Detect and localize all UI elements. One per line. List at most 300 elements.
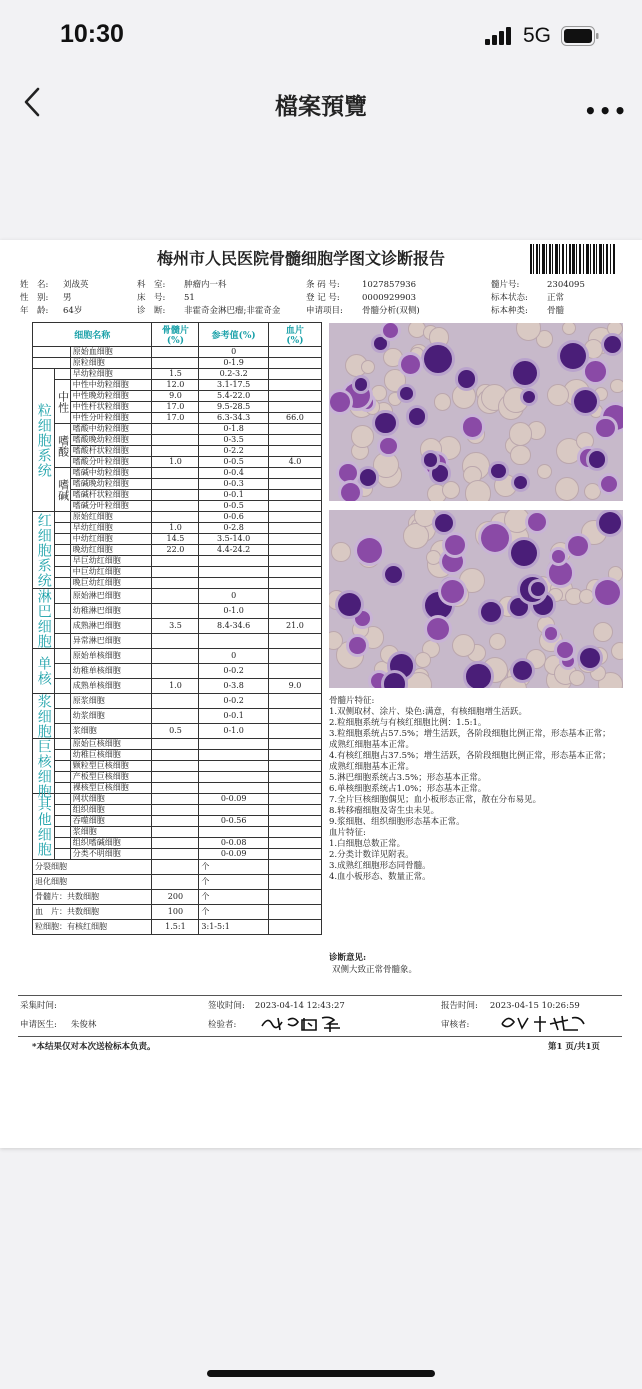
blank-cell [55, 679, 70, 694]
blood-value [268, 501, 321, 512]
table-row [33, 649, 322, 664]
group-label: 淋巴细胞 [33, 589, 55, 649]
findings-line: 6.单核细胞系统占1.0%；形态基本正常。 [329, 784, 487, 794]
blank-cell [55, 556, 70, 567]
summary-blank [268, 920, 321, 935]
summary-value [152, 860, 199, 875]
reference-value: 0-0.1 [199, 490, 268, 501]
summary-label: 粒细胞：有核红细胞 [33, 920, 152, 935]
findings-line: 1.白细胞总数正常。 [329, 839, 406, 849]
marrow-value [152, 634, 199, 649]
cell-name: 中性中幼粒细胞 [70, 380, 152, 391]
marrow-value: 1.0 [152, 679, 199, 694]
reference-value: 0.2-3.2 [199, 369, 268, 380]
marrow-value [152, 501, 199, 512]
blood-value [268, 589, 321, 604]
table-row [33, 435, 322, 446]
cell-name: 中性分叶粒细胞 [70, 413, 152, 424]
blood-value [268, 794, 321, 805]
marrow-value [152, 490, 199, 501]
cell-name: 晚巨幼红细胞 [70, 578, 152, 589]
findings-line: 血片特征: [329, 828, 366, 838]
reference-value: 0-1.9 [199, 358, 268, 369]
blood-value [268, 827, 321, 838]
marrow-value [152, 446, 199, 457]
cell-name: 原始血细胞 [70, 347, 152, 358]
blank-cell [55, 761, 70, 772]
cell-name: 嗜酸晚幼粒细胞 [70, 435, 152, 446]
table-row [33, 501, 322, 512]
marrow-value [152, 709, 199, 724]
cell-name: 嗜碱杆状粒细胞 [70, 490, 152, 501]
col-cell-name: 细胞名称 [33, 323, 152, 347]
cell-name: 颗粒型巨核细胞 [70, 761, 152, 772]
marrow-value: 17.0 [152, 402, 199, 413]
table-row [33, 827, 322, 838]
marrow-value: 22.0 [152, 545, 199, 556]
cell-name: 幼稚单核细胞 [70, 664, 152, 679]
findings-line: 3.成熟红细胞形态同骨髓。 [329, 861, 431, 871]
group-label: 其他细胞 [33, 794, 55, 860]
table-row [33, 391, 322, 402]
collect-time: 采集时间: [20, 1001, 57, 1011]
reference-value: 3.1-17.5 [199, 380, 268, 391]
table-row [33, 545, 322, 556]
table-row [33, 709, 322, 724]
requested-item: 申请项目: 骨髓分析(双侧) [306, 306, 420, 316]
summary-blank [268, 860, 321, 875]
reference-value: 0-0.6 [199, 512, 268, 523]
marrow-slide-number: 髓片号: 2304095 [491, 280, 585, 290]
status-time: 10:30 [60, 20, 124, 48]
subgroup-label: 中性 [55, 380, 70, 424]
marrow-value [152, 750, 199, 761]
subgroup-label: 嗜碱 [55, 468, 70, 512]
table-row [33, 424, 322, 435]
marrow-value [152, 604, 199, 619]
blood-value [268, 567, 321, 578]
blood-value [268, 849, 321, 860]
cell-name: 原始红细胞 [70, 512, 152, 523]
table-row [33, 534, 322, 545]
findings-line: 7.全片巨核细胞偶见；血小板形态正常，散在分布易见。 [329, 795, 542, 805]
summary-blank [268, 905, 321, 920]
marrow-value [152, 358, 199, 369]
table-row [33, 875, 322, 890]
cell-name: 成熟淋巴细胞 [70, 619, 152, 634]
reference-value: 3.5-14.0 [199, 534, 268, 545]
summary-ref: 3:1-5:1 [199, 920, 268, 935]
blood-value [268, 649, 321, 664]
table-row [33, 794, 322, 805]
patient-name: 姓 名: 刘战英 [20, 280, 89, 290]
blood-value [268, 761, 321, 772]
report-document [0, 240, 642, 1148]
table-row [33, 816, 322, 827]
blood-value [268, 604, 321, 619]
table-row [33, 860, 322, 875]
more-options-icon[interactable]: ••• [584, 99, 629, 123]
cell-name: 早巨幼红细胞 [70, 556, 152, 567]
blood-value [268, 391, 321, 402]
table-row [33, 664, 322, 679]
blank-cell [55, 619, 70, 634]
blank-cell [55, 739, 70, 750]
blank-cell [55, 816, 70, 827]
group-label: 红细胞系统 [33, 512, 55, 589]
signal-icon [485, 27, 513, 45]
blank-cell [55, 838, 70, 849]
table-row [33, 358, 322, 369]
page-number: 第1 页/共1页 [548, 1042, 600, 1052]
blood-value [268, 358, 321, 369]
table-row [33, 589, 322, 604]
col-marrow: 骨髓片 (%) [152, 323, 199, 347]
reference-value: 0-0.2 [199, 664, 268, 679]
blood-value [268, 772, 321, 783]
table-row [33, 369, 322, 380]
marrow-value [152, 347, 199, 358]
blood-value [268, 838, 321, 849]
marrow-value [152, 816, 199, 827]
reference-value: 0-2.8 [199, 523, 268, 534]
summary-label: 退化细胞 [33, 875, 152, 890]
blank-cell [55, 604, 70, 619]
reference-value: 0-0.4 [199, 468, 268, 479]
table-row [33, 679, 322, 694]
table-row [33, 402, 322, 413]
reference-value: 0 [199, 649, 268, 664]
blood-value [268, 369, 321, 380]
bed-number: 床 号: 51 [137, 293, 195, 303]
report-title: 梅州市人民医院骨髓细胞学图文诊断报告 [156, 249, 445, 268]
cell-name: 分类不明细胞 [70, 849, 152, 860]
reference-value: 0 [199, 589, 268, 604]
reference-value [199, 750, 268, 761]
battery-icon [561, 26, 599, 46]
cell-name: 嗜酸分叶粒细胞 [70, 457, 152, 468]
marrow-value [152, 849, 199, 860]
marrow-value [152, 479, 199, 490]
page-title: 檔案預覽 [275, 94, 367, 120]
blank-cell [33, 358, 71, 369]
network-label: 5G [523, 24, 552, 47]
blank-cell [55, 634, 70, 649]
reference-value: 9.5-28.5 [199, 402, 268, 413]
reference-value: 0-3.8 [199, 679, 268, 694]
blood-value [268, 739, 321, 750]
table-header-row [33, 323, 322, 347]
table-row [33, 490, 322, 501]
cell-name: 浆细胞 [70, 827, 152, 838]
reference-value: 0-1.0 [199, 604, 268, 619]
table-row [33, 380, 322, 391]
marrow-value [152, 827, 199, 838]
marrow-value: 14.5 [152, 534, 199, 545]
blank-cell [55, 523, 70, 534]
checker-label: 检验者: [208, 1020, 237, 1030]
marrow-value [152, 556, 199, 567]
cell-name: 浆细胞 [70, 724, 152, 739]
reference-value: 5.4-22.0 [199, 391, 268, 402]
marrow-value: 17.0 [152, 413, 199, 424]
cell-name: 原始巨核细胞 [70, 739, 152, 750]
cell-name: 原始单核细胞 [70, 649, 152, 664]
blank-cell [55, 709, 70, 724]
marrow-value [152, 567, 199, 578]
barcode-number: 条 码 号: 1027857936 [306, 280, 417, 290]
table-row [33, 468, 322, 479]
marrow-value [152, 664, 199, 679]
summary-blank [268, 890, 321, 905]
summary-ref: 个 [199, 905, 268, 920]
blood-value: 66.0 [268, 413, 321, 424]
cell-name: 中性杆状粒细胞 [70, 402, 152, 413]
reference-value: 0-0.09 [199, 794, 268, 805]
blood-value: 9.0 [268, 679, 321, 694]
findings-line: 8.转移瘤细胞及寄生虫未见。 [329, 806, 440, 816]
findings-line: 2.粒细胞系统与有核红细胞比例：1.5:1。 [329, 718, 487, 728]
blood-value [268, 783, 321, 794]
divider [18, 995, 622, 996]
blood-value [268, 534, 321, 545]
findings-line: 4.血小板形态、数量正常。 [329, 872, 431, 882]
reference-value: 0 [199, 347, 268, 358]
reference-value: 0-0.08 [199, 838, 268, 849]
blank-cell [55, 827, 70, 838]
nav-bar [0, 72, 642, 136]
table-row [33, 457, 322, 468]
table-row [33, 619, 322, 634]
cell-name: 晚幼红细胞 [70, 545, 152, 556]
reference-value [199, 827, 268, 838]
summary-value: 200 [152, 890, 199, 905]
reference-value: 0-3.5 [199, 435, 268, 446]
cell-name: 幼稚淋巴细胞 [70, 604, 152, 619]
reference-value: 6.3-34.3 [199, 413, 268, 424]
report-time: 报告时间: 2023-04-15 10:26:59 [441, 1001, 580, 1011]
blood-value [268, 347, 321, 358]
findings-line: 4.有核红细胞占37.5%；增生活跃，各阶段细胞比例正常，形态基本正常；成熟红细胞基本正常。 [329, 751, 611, 772]
blank-cell [55, 750, 70, 761]
status-bar [0, 0, 642, 72]
blank-cell [55, 589, 70, 604]
reference-value: 0-2.2 [199, 446, 268, 457]
summary-label: 骨髓片：共数细胞 [33, 890, 152, 905]
table-row [33, 905, 322, 920]
table-row [33, 772, 322, 783]
summary-ref: 个 [199, 875, 268, 890]
blank-cell [55, 649, 70, 664]
blood-value [268, 490, 321, 501]
blood-value [268, 468, 321, 479]
findings-text [329, 696, 619, 883]
cell-name: 原浆细胞 [70, 694, 152, 709]
marrow-value: 1.0 [152, 523, 199, 534]
reference-value: 0-1.0 [199, 724, 268, 739]
reference-value [199, 761, 268, 772]
col-reference: 参考值(%) [199, 323, 268, 347]
cell-name: 组织嗜碱细胞 [70, 838, 152, 849]
blood-value [268, 709, 321, 724]
table-row [33, 479, 322, 490]
table-row [33, 694, 322, 709]
marrow-value [152, 739, 199, 750]
blood-value [268, 578, 321, 589]
blood-value [268, 805, 321, 816]
reviewer-signature-image [498, 1012, 590, 1034]
reference-value: 0-0.09 [199, 849, 268, 860]
blood-value [268, 479, 321, 490]
reviewer-label: 审核者: [441, 1020, 470, 1030]
reference-value [199, 556, 268, 567]
cell-name: 嗜碱中幼粒细胞 [70, 468, 152, 479]
marrow-value: 3.5 [152, 619, 199, 634]
blank-cell [55, 369, 70, 380]
blood-value [268, 512, 321, 523]
cell-name: 嗜碱晚幼粒细胞 [70, 479, 152, 490]
cell-name: 裸核型巨核细胞 [70, 783, 152, 794]
cell-name: 中性晚幼粒细胞 [70, 391, 152, 402]
marrow-value [152, 772, 199, 783]
blank-cell [55, 849, 70, 860]
reference-value: 0-1.8 [199, 424, 268, 435]
subgroup-label: 嗜酸 [55, 424, 70, 468]
summary-blank [268, 875, 321, 890]
blank-cell [55, 567, 70, 578]
reference-value [199, 772, 268, 783]
reference-value: 4.4-24.2 [199, 545, 268, 556]
blood-value [268, 446, 321, 457]
cell-name: 网状细胞 [70, 794, 152, 805]
marrow-value [152, 512, 199, 523]
cell-name: 成熟单核细胞 [70, 679, 152, 694]
marrow-value [152, 838, 199, 849]
table-row [33, 634, 322, 649]
cell-name: 吞噬细胞 [70, 816, 152, 827]
blood-value [268, 523, 321, 534]
cell-name: 原始淋巴细胞 [70, 589, 152, 604]
table-row [33, 347, 322, 358]
cell-name: 早幼粒细胞 [70, 369, 152, 380]
cell-name: 组织细胞 [70, 805, 152, 816]
marrow-value [152, 783, 199, 794]
reference-value [199, 578, 268, 589]
table-row [33, 724, 322, 739]
blood-value [268, 724, 321, 739]
reference-value [199, 805, 268, 816]
marrow-value [152, 589, 199, 604]
reference-value: 0-0.5 [199, 457, 268, 468]
marrow-value: 12.0 [152, 380, 199, 391]
table-row [33, 567, 322, 578]
blank-cell [33, 347, 71, 358]
table-row [33, 556, 322, 567]
blank-cell [55, 694, 70, 709]
patient-age: 年 龄: 64岁 [20, 306, 83, 316]
table-row [33, 523, 322, 534]
cell-name: 幼浆细胞 [70, 709, 152, 724]
table-row [33, 838, 322, 849]
blood-value [268, 435, 321, 446]
diagnosis: 诊 断: 非霍奇金淋巴瘤;非霍奇金 [137, 306, 281, 316]
marrow-value [152, 578, 199, 589]
blank-cell [55, 534, 70, 545]
cell-name: 嗜碱分叶粒细胞 [70, 501, 152, 512]
blood-value [268, 694, 321, 709]
blank-cell [55, 794, 70, 805]
group-label: 巨核细胞 [33, 739, 55, 794]
blood-value [268, 750, 321, 761]
cell-name: 中幼红细胞 [70, 534, 152, 545]
blank-cell [55, 772, 70, 783]
group-label: 浆细胞 [33, 694, 55, 739]
reference-value: 0-0.2 [199, 694, 268, 709]
blood-value [268, 380, 321, 391]
patient-gender: 性 别: 男 [20, 293, 72, 303]
blank-cell [55, 724, 70, 739]
home-indicator[interactable] [207, 1370, 435, 1377]
blood-value [268, 556, 321, 567]
barcode-image [530, 244, 616, 274]
marrow-value [152, 424, 199, 435]
findings-line: 2.分类计数详见附表。 [329, 850, 414, 860]
cell-name: 嗜酸中幼粒细胞 [70, 424, 152, 435]
blank-cell [55, 664, 70, 679]
blood-value [268, 634, 321, 649]
marrow-value: 1.0 [152, 457, 199, 468]
divider [18, 1036, 622, 1037]
marrow-value: 9.0 [152, 391, 199, 402]
blood-value [268, 816, 321, 827]
blank-cell [55, 578, 70, 589]
marrow-value [152, 805, 199, 816]
blood-value [268, 424, 321, 435]
table-row [33, 604, 322, 619]
reference-value [199, 739, 268, 750]
reference-value [199, 783, 268, 794]
cell-name: 产板型巨核细胞 [70, 772, 152, 783]
table-row [33, 920, 322, 935]
table-row [33, 446, 322, 457]
blank-cell [55, 545, 70, 556]
reference-value: 0-0.56 [199, 816, 268, 827]
cell-name: 幼稚巨核细胞 [70, 750, 152, 761]
summary-value: 1.5:1 [152, 920, 199, 935]
marrow-value: 0.5 [152, 724, 199, 739]
summary-label: 分裂细胞 [33, 860, 152, 875]
registration-number: 登 记 号: 0000929903 [306, 293, 417, 303]
summary-ref: 个 [199, 860, 268, 875]
group-label: 粒细胞系统 [33, 369, 55, 512]
table-row [33, 783, 322, 794]
reference-value [199, 634, 268, 649]
diagnosis-text: 双侧大致正常骨髓象。 [332, 965, 418, 975]
specimen-state: 标本状态: 正常 [491, 293, 565, 303]
table-row [33, 761, 322, 772]
blank-cell [55, 783, 70, 794]
reference-value [199, 567, 268, 578]
group-label: 单核 [33, 649, 55, 694]
findings-line: 9.浆细胞、组织细胞形态基本正常。 [329, 817, 465, 827]
reference-value: 8.4-34.6 [199, 619, 268, 634]
blank-cell [55, 805, 70, 816]
specimen-kind: 标本种类: 骨髓 [491, 306, 565, 316]
marrow-smear-image-1 [329, 323, 623, 501]
findings-line: 1.双侧取材、涂片、染色:满意，有核细胞增生活跃。 [329, 707, 527, 717]
cell-name: 中巨幼红细胞 [70, 567, 152, 578]
table-row [33, 805, 322, 816]
